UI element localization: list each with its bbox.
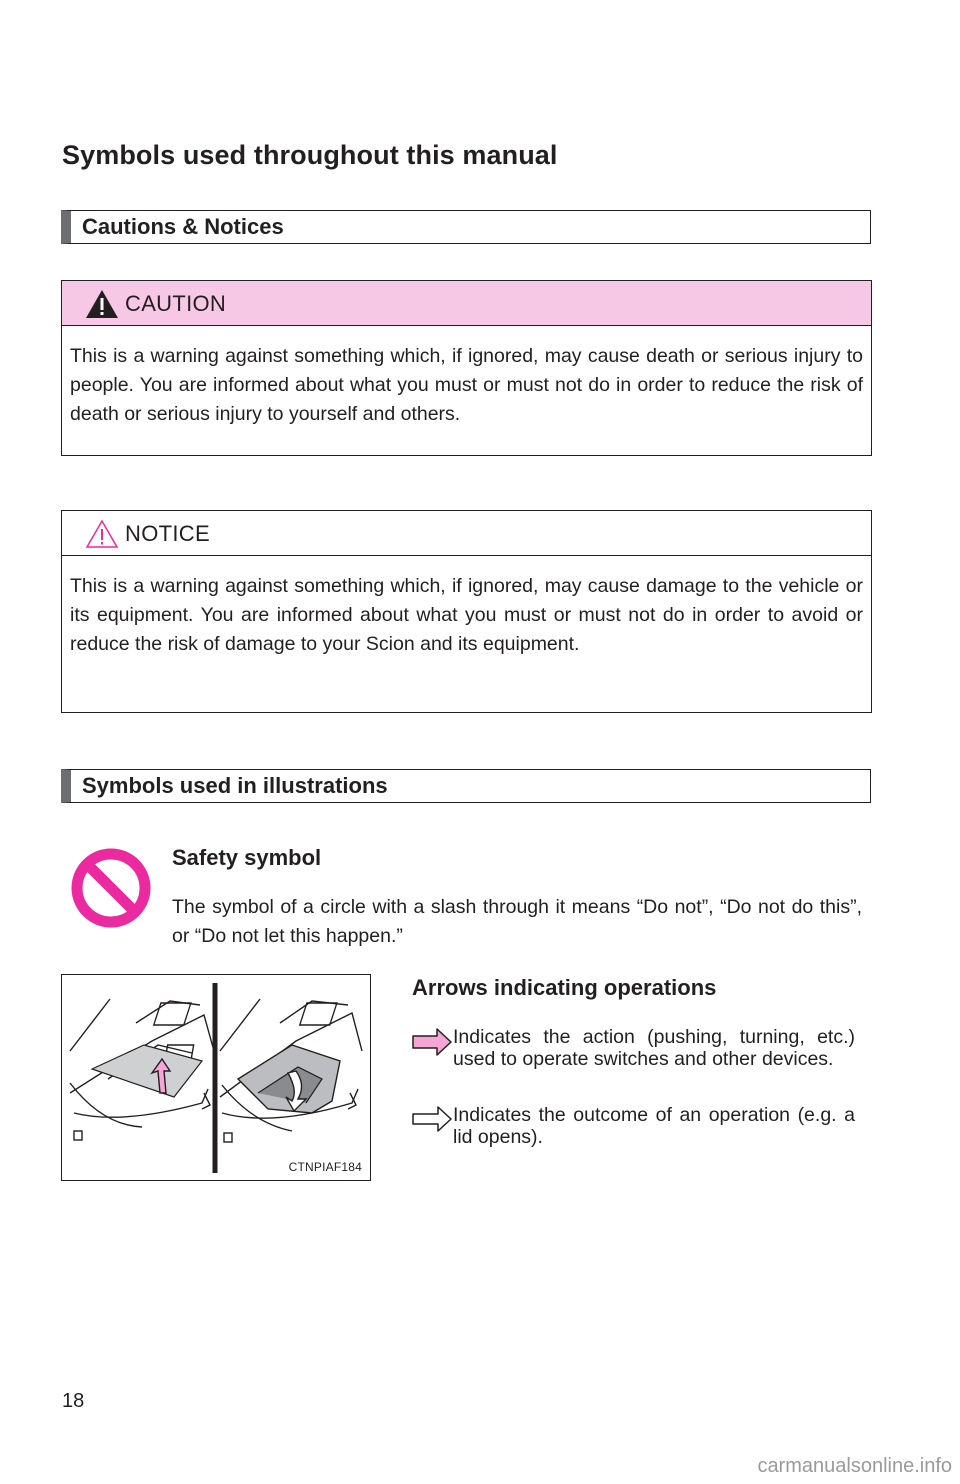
- caution-box: [61, 280, 872, 456]
- safety-symbol-title: Safety symbol: [172, 845, 322, 870]
- page-title: Symbols used throughout this manual: [62, 140, 558, 170]
- caution-header: [62, 281, 871, 326]
- warning-triangle-filled-icon: [85, 289, 119, 319]
- notice-label: NOTICE: [125, 521, 210, 546]
- outcome-arrow-text: Indicates the outcome of an operation (e.g. a lid opens).: [453, 1104, 855, 1148]
- caution-text: This is a warning against something which, if ignored, may cause death or serious injury to people. You are informed about what you must or must not do in order to reduce the risk of death or serious injury to yourself and others.: [70, 345, 863, 425]
- action-arrow-text: Indicates the action (pushing, turning, etc.) used to operate switches and other devices.: [453, 1026, 855, 1070]
- overhead-console-illustration: [62, 975, 370, 1180]
- watermark: carmanualsonline.info: [757, 1455, 952, 1477]
- page-number: 18: [62, 1390, 85, 1412]
- prohibition-icon: [70, 847, 152, 929]
- section-heading-cautions: Cautions & Notices: [61, 210, 871, 244]
- pink-arrow-icon: [412, 1028, 452, 1056]
- outline-arrow-icon: [412, 1105, 452, 1133]
- notice-text: This is a warning against something which, if ignored, may cause damage to the vehicle or its equipment. You are informed about what you must or must not do in order to avoid or reduce the risk of damage to your Scion and its equipment.: [70, 575, 863, 655]
- illustration-code: CTNPIAF184: [288, 1160, 362, 1174]
- notice-header: [62, 511, 871, 556]
- notice-box: [61, 510, 872, 713]
- warning-triangle-outline-icon: [85, 519, 119, 549]
- safety-symbol-text: The symbol of a circle with a slash through it means “Do not”, “Do not do this”, or “Do not let this happen.”: [172, 896, 862, 947]
- arrows-title: Arrows indicating operations: [412, 975, 717, 1000]
- illustration-panel: [61, 974, 371, 1181]
- section-heading-illustrations: Symbols used in illustrations: [61, 769, 871, 803]
- caution-label: CAUTION: [125, 291, 227, 316]
